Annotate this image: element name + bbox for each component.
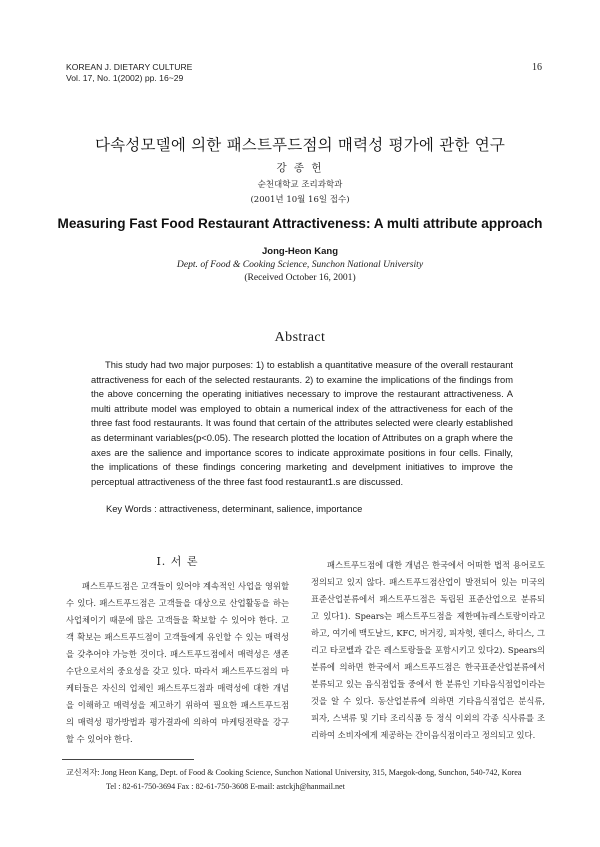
footnote-divider (62, 759, 194, 760)
english-affiliation: Dept. of Food & Cooking Science, Sunchon National University (176, 259, 424, 270)
korean-affiliation: 순천대학교 조리과학과 (257, 180, 343, 190)
corresponding-author-footnote (66, 766, 521, 794)
body-left-column: 패스트푸드점은 고객들이 있어야 계속적인 사업을 영위할 수 있다. 패스트푸드점은 고객들을 대상으로 산업활동을 하는 사업체이기 때문에 많은 고객들을 확보할 수 있어야 한다. 고객 확보는 패스트푸드점이 고객들에게 유인할 수 있는 매력성을 갖추어야 가능한 것이다. 패스트푸드점에서 매력성은 생존수단으로서의 중요성을 갖고 있다. 따라서 패스트푸드점의 마케터들은 자신의 업체인 패스트푸드점과 매력성에 대한 개념을 이해하고 매력성을 제고하기 위하여 필요한 패스트푸드점의 매력성 평가방법과 평가결과에 의하여 마케팅전략을 강구할 수 있어야 한다. (66, 581, 289, 744)
english-received-date: (Received October 16, 2001) (244, 272, 356, 283)
korean-author: 강 종 헌 (276, 162, 324, 174)
abstract-text: This study had two major purposes: 1) to establish a quantitative measure of the overall restaurant attractiveness for each of the selected restaurants. 2) to examine the implications of the findings from the above concerning the operating initiatives necessary to improve the restaurant attractiveness. A multi attribute model was employed to obtain a numerical index of the attractiveness for each of the three fast food restaurants. It was found that certain of the attributes selected were clearly established as determinant variables(p<0.05). The research plotted the location of Attributes on a graph where the axes are the salience and importance scores to indicate approximate positions in four cells. Finally, the implications of these findings concering marketing and develpment initiatives to improve the perceptual attractiveness of the three fast food restaurant1.s are discussed. (91, 360, 513, 487)
keywords: Key Words : attractiveness, determinant, salience, importance (106, 504, 363, 514)
abstract-heading: Abstract (274, 330, 326, 345)
korean-received-date: (2001년 10월 16일 접수) (250, 195, 350, 205)
volume-info: Vol. 17, No. 1(2002) pp. 16~29 (66, 73, 184, 83)
journal-header (66, 62, 192, 84)
footnote-address: 교신저자: Jong Heon Kang, Dept. of Food & Cooking Science, Sunchon National University, 315, Maegok-dong, Sunchon, 540-742, Korea (66, 768, 522, 777)
english-title: Measuring Fast Food Restaurant Attractiveness: A multi attribute approach (57, 216, 543, 231)
footnote-contact: Tel : 82-61-750-3694 Fax : 82-61-750-3608 E-mail: astckjh@hanmail.net (106, 782, 345, 791)
body-right-column: 패스트푸드점에 대한 개념은 한국에서 어떠한 법적 용어로도 정의되고 있지 않다. 패스트푸드점산업이 발전되어 있는 미국의 표준산업분류에서 패스트푸드점은 독립된 표준산업으로 분류되고 있다1). Spears는 패스트푸드점을 제한메뉴레스토랑이라고 하고, 여기에 맥도날드, KFC, 버거킹, 피자헛, 웬디스, 하디스, 그리고 타코벨과 같은 레스토랑들을 포함시키고 있다2). Spears의 분류에 의하면 한국에서 패스트푸드점은 한국표준산업분류에서 분류되고 있는 음식점업들 중에서 한 분류인 기타음식점업이라는 것을 알 수 있다. 동산업분류에 의하면 기타음식점업은 분식류, 피자, 스낵류 및 기타 조리식품 등 정식 이외의 각종 식사류를 조리하여 소비자에게 제공하는 간이음식점이라고 정의되고 있다. (311, 560, 545, 740)
korean-title: 다속성모델에 의한 패스트푸드점의 매력성 평가에 관한 연구 (94, 136, 506, 154)
journal-name: KOREAN J. DIETARY CULTURE (66, 62, 193, 72)
section-heading-introduction: I. 서 론 (156, 555, 199, 568)
english-author: Jong-Heon Kang (262, 246, 338, 257)
page-number: 16 (532, 62, 542, 73)
